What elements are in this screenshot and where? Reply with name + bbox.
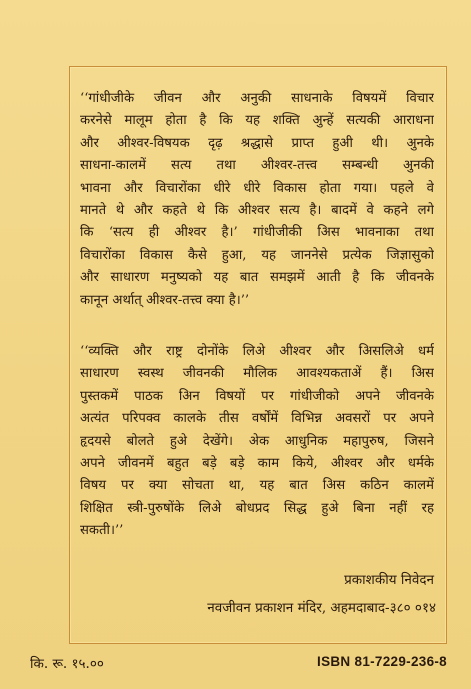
text-line: साधना-कालमें सत्य तथा अीश्वर-तत्त्व सम्बन्धी अुनकी (80, 158, 434, 174)
isbn-label: ISBN 81-7229-236-8 (317, 654, 447, 669)
publisher-note-signature: प्रकाशकीय निवेदन (344, 572, 434, 588)
text-line: भावना और विचारोंका धीरे धीरे विकास होता गया। पहले वे (80, 180, 434, 196)
text-line: अपने जीवनमें बहुत बड़े बड़े काम किये, अीश्वर और धर्मके (80, 455, 434, 471)
text-line: करनेसे मालूम होता है कि यह शक्ति अुन्हें सत्यकी आराधना (80, 113, 434, 129)
text-line: और साधारण मनुष्यको यह बात समझमें आती है कि जीवनके (80, 270, 434, 286)
text-line: कानून अर्थात् अीश्वर-तत्त्व क्या है।’’ (80, 292, 250, 308)
text-line: पुस्तकमें पाठक अिन विषयों पर गांधीजीको अपने जीवनके (80, 388, 434, 404)
text-line: सकती।’’ (80, 523, 124, 539)
text-line: और अीश्वर-विषयक दृढ़ श्रद्धासे प्राप्त हुअी थी। अुनके (80, 135, 434, 151)
text-line: शिक्षित स्त्री-पुरुषोंके लिअे बोधप्रद सिद्ध हुअे बिना नहीं रह (80, 500, 434, 516)
text-line: मानते थे और कहते थे कि अीश्वर सत्य है। बादमें वे कहने लगे (80, 202, 434, 218)
text-line: ‘‘व्यक्ति और राष्ट्र दोनोंके लिअे अीश्वर और अिसलिअे धर्म (80, 344, 434, 359)
text-line: अत्यंत परिपक्व कालके तीस वर्षोंमें विभिन्न अवसरों पर अपने (80, 411, 434, 427)
text-line: ‘‘गांधीजीके जीवन और अनुकी साधनाके विषयमें विचार (80, 91, 434, 106)
publisher-address: नवजीवन प्रकाशन मंदिर, अहमदाबाद-३८० ०१४ (207, 600, 436, 616)
text-line: विचारोंका विकास कैसे हुआ, यह जाननेसे प्रत्येक जिज्ञासुको (80, 247, 434, 263)
text-line: कि ‘सत्य ही अीश्वर है।’ गांधीजीकी अिस भावनाका तथा (80, 225, 434, 241)
price-label: कि. रू. १५.०० (30, 656, 104, 672)
text-line: विषय पर क्या सोचता था, यह बात अिस कठिन कालमें (80, 478, 434, 494)
text-line: साधारण स्वस्थ जीवनकी मौलिक आवश्यकताअें हैं। अिस (80, 366, 434, 382)
text-line: हृदयसे बोलते हुअे देखेंगे। अेक आधुनिक महापुरुष, जिसने (80, 433, 434, 449)
quote-paragraph-2 (80, 341, 434, 543)
quote-paragraph-1 (80, 88, 434, 312)
